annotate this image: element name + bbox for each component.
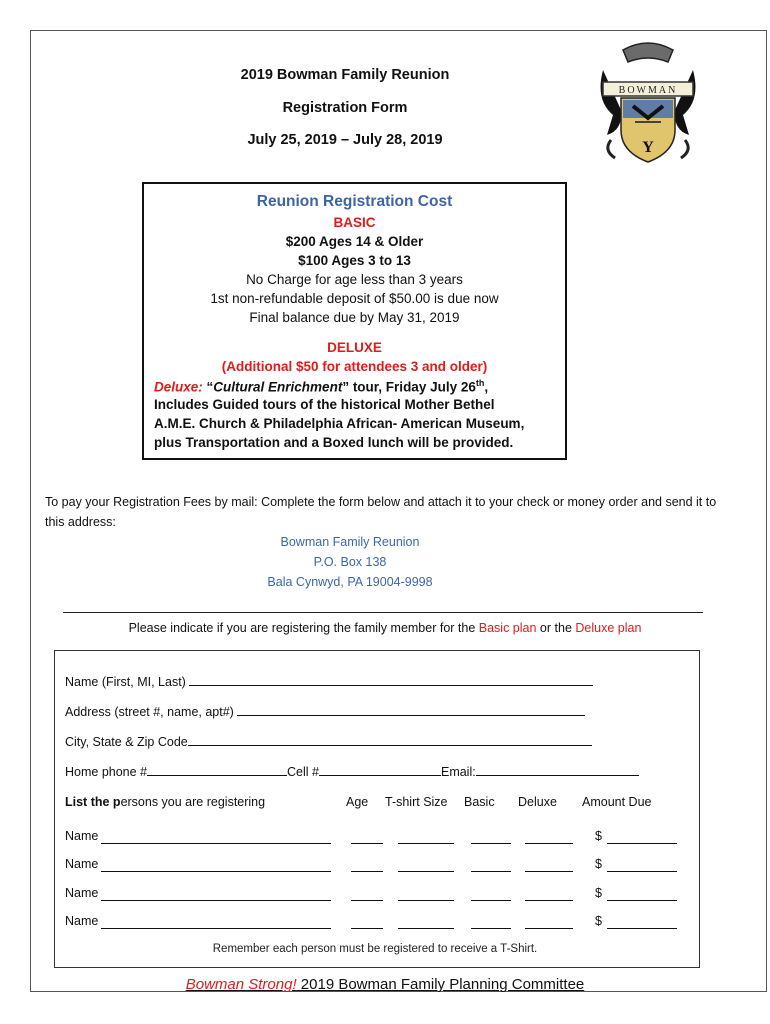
column-basic: Basic: [464, 795, 495, 809]
form-subtitle: Registration Form: [282, 100, 408, 116]
plan-instruction: [0, 621, 770, 635]
address-field[interactable]: [237, 703, 585, 716]
person-name-label: Name: [65, 886, 99, 900]
city-field-label: City, State & Zip Code: [65, 735, 188, 749]
city-state-zip-field[interactable]: [188, 733, 592, 746]
person-deluxe-field[interactable]: [525, 928, 573, 929]
name-field[interactable]: [189, 673, 593, 686]
mail-instructions: To pay your Registration Fees by mail: Complete the form below and attach it to your check or money order and send it to this address:: [45, 495, 717, 529]
address-field-label: Address (street #, name, apt#): [65, 705, 234, 719]
deluxe-description-line3: A.M.E. Church & Philadelphia African- American Museum,: [154, 416, 525, 431]
home-phone-field[interactable]: [147, 763, 287, 776]
section-divider: [63, 612, 703, 613]
name-field-label: Name (First, MI, Last): [65, 675, 186, 689]
deluxe-plan-text: Deluxe plan: [575, 621, 642, 635]
column-age: Age: [346, 795, 369, 809]
person-age-field[interactable]: [351, 900, 383, 901]
person-name-field[interactable]: [101, 843, 331, 844]
cost-box-title: Reunion Registration Cost: [256, 193, 453, 210]
person-tshirt-field[interactable]: [398, 843, 454, 844]
home-phone-label: Home phone #: [65, 765, 148, 779]
person-tshirt-field[interactable]: [398, 900, 454, 901]
deluxe-prefix: Deluxe:: [154, 379, 203, 395]
name-field-row: [65, 673, 593, 689]
currency-symbol: $: [595, 829, 602, 843]
address-line-1: Bowman Family Reunion: [280, 535, 420, 549]
cell-label: Cell #: [287, 765, 319, 779]
person-deluxe-field[interactable]: [525, 871, 573, 872]
person-tshirt-field[interactable]: [398, 871, 454, 872]
person-age-field[interactable]: [351, 871, 383, 872]
person-name-label: Name: [65, 914, 99, 928]
column-amount-due: Amount Due: [582, 795, 652, 809]
person-age-field[interactable]: [351, 843, 383, 844]
person-amount-field[interactable]: [607, 928, 677, 929]
address-line-3: Bala Cynwyd, PA 19004-9998: [267, 575, 433, 589]
registration-cost-box: [142, 182, 567, 460]
currency-symbol: $: [595, 914, 602, 928]
address-line-2: P.O. Box 138: [313, 555, 387, 569]
final-balance-note: Final balance due by May 31, 2019: [249, 310, 460, 325]
email-field[interactable]: [476, 763, 639, 776]
person-deluxe-field[interactable]: [525, 843, 573, 844]
event-dates: July 25, 2019 – July 28, 2019: [247, 132, 443, 148]
email-label: Email:: [440, 765, 476, 779]
basic-price-adult: $200 Ages 14 & Older: [285, 234, 424, 249]
footer-committee: 2019 Bowman Family Planning Committee: [296, 976, 585, 993]
city-field-row: [65, 733, 592, 749]
deposit-note: 1st non-refundable deposit of $50.00 is due now: [210, 291, 499, 306]
person-basic-field[interactable]: [471, 928, 511, 929]
person-name-field[interactable]: [101, 900, 331, 901]
currency-symbol: $: [595, 857, 602, 871]
crest-banner-text: BOWMAN: [618, 85, 678, 96]
person-basic-field[interactable]: [471, 843, 511, 844]
deluxe-additional-cost: (Additional $50 for attendees 3 and older): [221, 359, 488, 374]
cell-field[interactable]: [319, 763, 441, 776]
address-field-row: [65, 703, 585, 719]
person-amount-field[interactable]: [607, 900, 677, 901]
person-tshirt-field[interactable]: [398, 928, 454, 929]
person-deluxe-field[interactable]: [525, 900, 573, 901]
person-age-field[interactable]: [351, 928, 383, 929]
crest-letter: Y: [642, 139, 654, 156]
basic-plan-text: Basic plan: [478, 621, 537, 635]
basic-price-child: $100 Ages 3 to 13: [298, 253, 411, 268]
column-tshirt-size: T-shirt Size: [385, 795, 448, 809]
person-name-label: Name: [65, 857, 99, 871]
person-amount-field[interactable]: [607, 843, 677, 844]
deluxe-tour-name: Cultural Enrichment: [213, 379, 343, 395]
page-title: 2019 Bowman Family Reunion: [240, 67, 450, 83]
basic-label: BASIC: [333, 215, 376, 230]
footer-slogan: Bowman Strong!: [185, 976, 297, 993]
deluxe-description-line4: plus Transportation and a Boxed lunch will be provided.: [154, 435, 514, 450]
person-name-label: Name: [65, 829, 99, 843]
deluxe-tour-rest: ” tour, Friday July 26: [342, 379, 476, 395]
column-deluxe: Deluxe: [518, 795, 557, 809]
deluxe-tour-open: “: [202, 379, 214, 395]
persons-list-heading-bold: List the p: [65, 795, 121, 809]
registration-form-box: [54, 650, 700, 968]
tshirt-reminder: Remember each person must be registered to receive a T-Shirt.: [212, 943, 538, 955]
person-amount-field[interactable]: [607, 871, 677, 872]
person-basic-field[interactable]: [471, 871, 511, 872]
phone-row: [65, 763, 639, 779]
family-crest-logo: [593, 40, 703, 165]
deluxe-label: DELUXE: [327, 340, 382, 355]
persons-list-heading: [65, 795, 265, 809]
person-basic-field[interactable]: [471, 900, 511, 901]
deluxe-description-line2: Includes Guided tours of the historical Mother Bethel: [154, 397, 495, 412]
plan-instruction-middle: or the: [536, 621, 576, 635]
person-name-field[interactable]: [101, 871, 331, 872]
footer: [0, 976, 770, 993]
plan-instruction-prefix: Please indicate if you are registering the family member for the: [128, 621, 479, 635]
currency-symbol: $: [595, 886, 602, 900]
no-charge-note: No Charge for age less than 3 years: [246, 272, 463, 287]
person-name-field[interactable]: [101, 928, 331, 929]
persons-list-heading-rest: ersons you are registering: [120, 795, 266, 809]
deluxe-description-line1: [154, 378, 488, 395]
deluxe-tour-end: ,: [484, 379, 489, 395]
deluxe-tour-sup: th: [475, 378, 485, 388]
